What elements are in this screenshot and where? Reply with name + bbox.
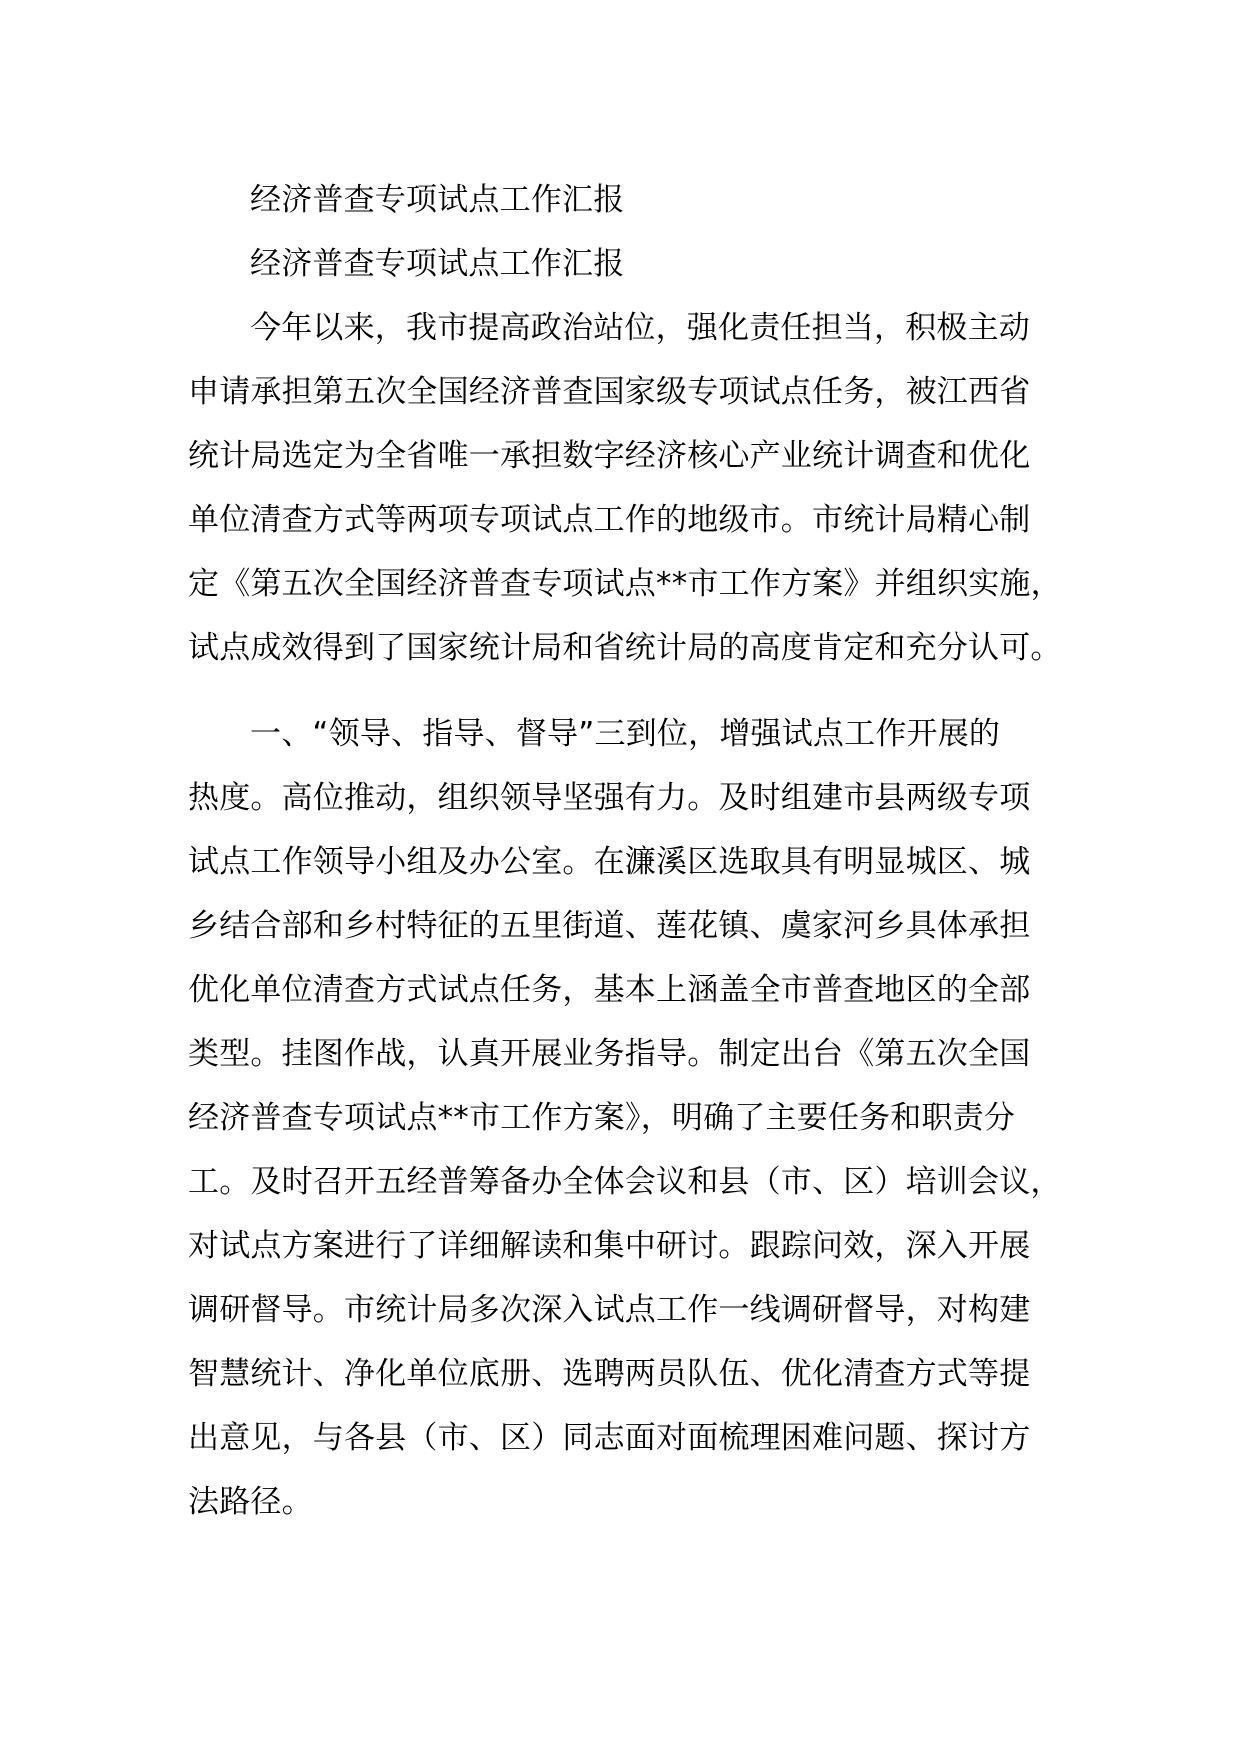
paragraph-line: 经济普查专项试点**市工作方案》，明确了主要任务和职责分 [188, 1100, 1016, 1136]
paragraph-line: 单位清查方式等两项专项试点工作的地级市。市统计局精心制 [188, 502, 1031, 538]
paragraph-line: 热度。高位推动，组织领导坚强有力。及时组建市县两级专项 [188, 780, 1031, 816]
document-body [188, 168, 1080, 1534]
paragraph-line: 申请承担第五次全国经济普查国家级专项试点任务，被江西省 [188, 374, 1031, 410]
paragraph-line: 智慧统计、净化单位底册、选聘两员队伍、优化清查方式等提 [188, 1356, 1031, 1392]
paragraph-line: 定《第五次全国经济普查专项试点**市工作方案》并组织实施， [188, 566, 1062, 602]
paragraph-spacer [188, 680, 1080, 702]
document-title: 经济普查专项试点工作汇报 [250, 182, 625, 218]
document-subtitle: 经济普查专项试点工作汇报 [250, 246, 625, 282]
paragraph-line: 调研督导。市统计局多次深入试点工作一线调研督导，对构建 [188, 1292, 1031, 1328]
paragraph-line: 乡结合部和乡村特征的五里街道、莲花镇、虞家河乡具体承担 [188, 908, 1031, 944]
paragraph-line: 对试点方案进行了详细解读和集中研讨。跟踪问效，深入开展 [188, 1228, 1031, 1264]
section-heading-line: 一、“领导、指导、督导”三到位，增强试点工作开展的 [250, 716, 1001, 752]
paragraph-line: 试点工作领导小组及办公室。在濂溪区选取具有明显城区、城 [188, 844, 1031, 880]
paragraph-line: 今年以来，我市提高政治站位，强化责任担当，积极主动 [250, 310, 1030, 346]
paragraph-line: 出意见，与各县（市、区）同志面对面梳理困难问题、探讨方 [188, 1420, 1031, 1456]
paragraph-line: 统计局选定为全省唯一承担数字经济核心产业统计调查和优化 [188, 438, 1031, 474]
paragraph-intro [188, 296, 1080, 680]
paragraph-line: 法路径。 [188, 1484, 313, 1520]
paragraph-line: 类型。挂图作战，认真开展业务指导。制定出台《第五次全国 [188, 1036, 1031, 1072]
paragraph-line: 试点成效得到了国家统计局和省统计局的高度肯定和充分认可。 [188, 630, 1062, 666]
paragraph-line: 工。及时召开五经普筹备办全体会议和县（市、区）培训会议， [188, 1164, 1062, 1200]
paragraph-line: 优化单位清查方式试点任务，基本上涵盖全市普查地区的全部 [188, 972, 1031, 1008]
paragraph-section-one [188, 702, 1080, 1534]
